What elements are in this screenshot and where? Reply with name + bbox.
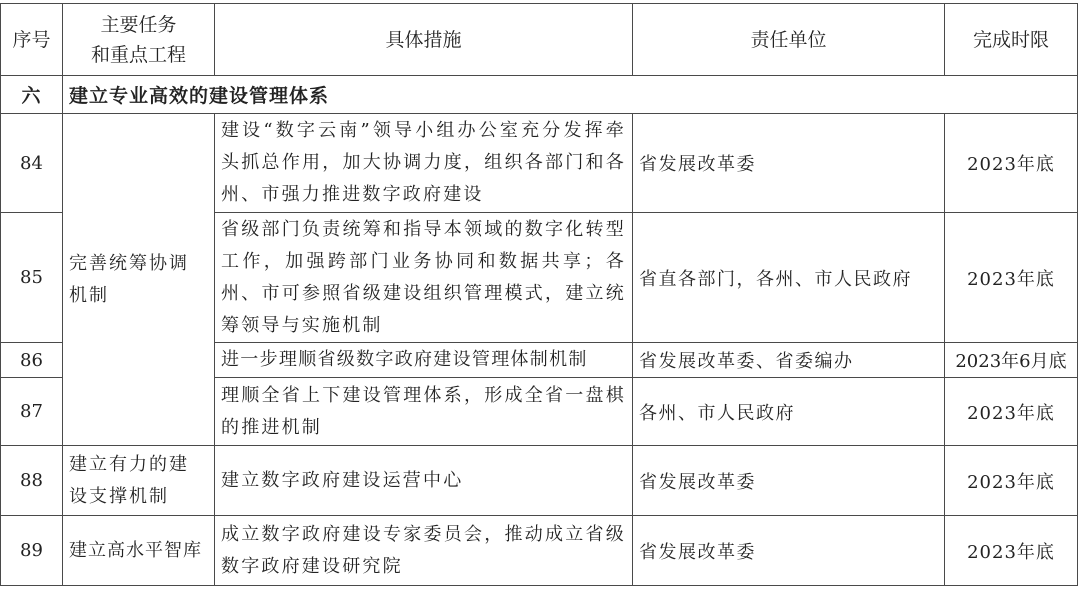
row-measure: 建设“数字云南”领导小组办公室充分发挥牵头抓总作用，加大协调力度，组织各部门和各州、市强力推进数字政府建设 [215,114,633,213]
table-row [1,114,1078,213]
row-unit: 省发展改革委 [633,114,945,213]
row-measure: 进一步理顺省级数字政府建设管理体制机制 [215,343,633,378]
row-seq: 89 [1,516,63,586]
measures-table [0,3,1078,586]
row-deadline: 2023年底 [945,114,1078,213]
row-unit: 各州、市人民政府 [633,378,945,446]
row-deadline: 2023年底 [945,378,1078,446]
row-task: 建立有力的建设支撑机制 [63,446,215,516]
header-task [63,4,215,76]
row-unit: 省发展改革委、省委编办 [633,343,945,378]
row-seq: 84 [1,114,63,213]
row-unit: 省发展改革委 [633,446,945,516]
section-title: 建立专业高效的建设管理体系 [63,76,1078,114]
row-deadline: 2023年底 [945,213,1078,343]
row-seq: 88 [1,446,63,516]
header-deadline: 完成时限 [945,4,1078,76]
header-measures: 具体措施 [215,4,633,76]
header-task-line1: 主要任务 [100,13,177,36]
row-measure: 建立数字政府建设运营中心 [215,446,633,516]
row-task: 建立高水平智库 [63,516,215,586]
row-deadline: 2023年底 [945,516,1078,586]
row-measure: 省级部门负责统筹和指导本领域的数字化转型工作，加强跨部门业务协同和数据共享；各州、市可参照省级建设组织管理模式，建立统筹领导与实施机制 [215,213,633,343]
row-unit: 省直各部门，各州、市人民政府 [633,213,945,343]
row-deadline: 2023年底 [945,446,1078,516]
section-number: 六 [1,76,63,114]
section-row [1,76,1078,114]
row-measure: 理顺全省上下建设管理体系，形成全省一盘棋的推进机制 [215,378,633,446]
header-row [1,4,1078,76]
table-row [1,446,1078,516]
header-task-line2: 和重点工程 [90,43,186,66]
row-seq: 86 [1,343,63,378]
row-seq: 87 [1,378,63,446]
row-deadline: 2023年6月底 [945,343,1078,378]
row-unit: 省发展改革委 [633,516,945,586]
header-unit: 责任单位 [633,4,945,76]
row-measure: 成立数字政府建设专家委员会，推动成立省级数字政府建设研究院 [215,516,633,586]
header-seq: 序号 [1,4,63,76]
table-row [1,516,1078,586]
row-seq: 85 [1,213,63,343]
row-task: 完善统筹协调机制 [63,114,215,446]
